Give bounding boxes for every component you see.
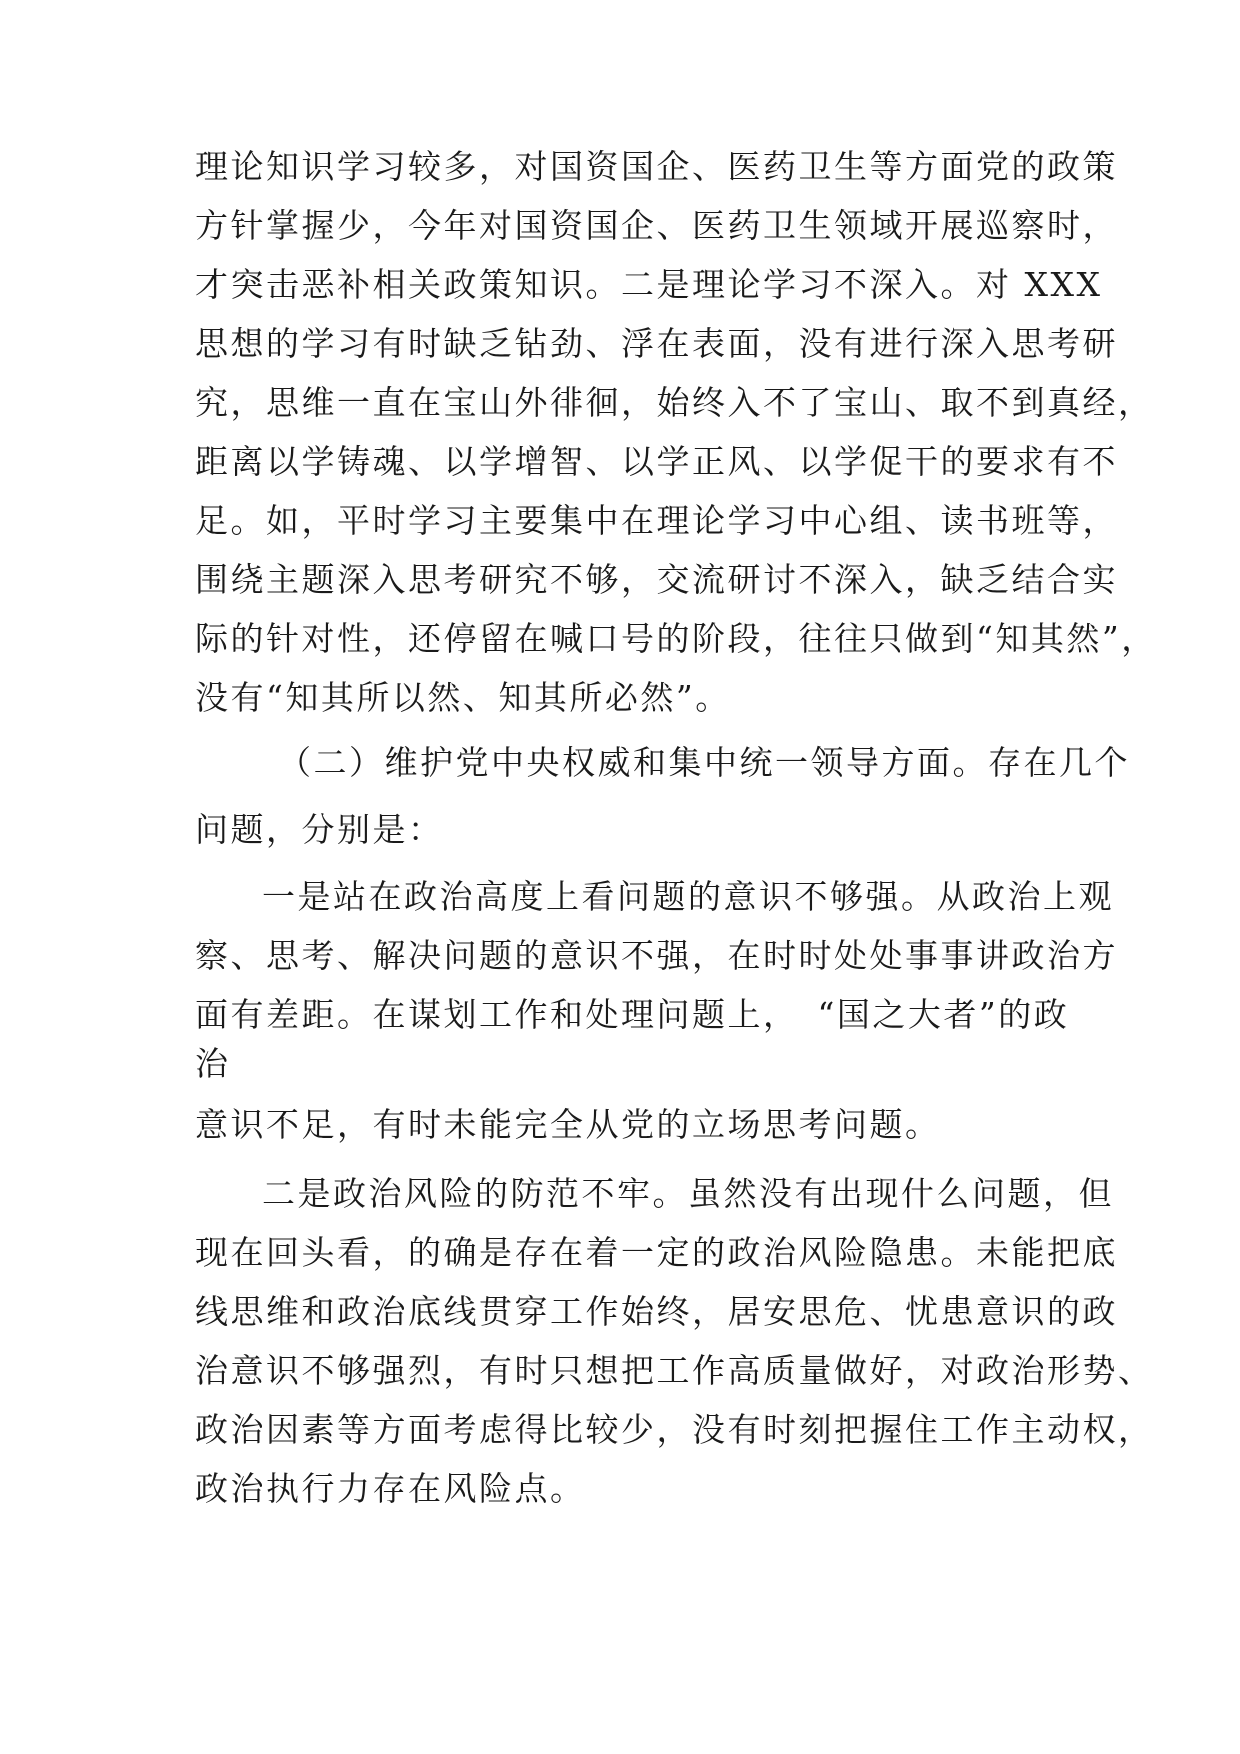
body-line: 现在回头看，的确是存在着一定的政治风险隐患。未能把底	[195, 1233, 1118, 1272]
body-line: 理论知识学习较多，对国资国企、医药卫生等方面党的政策	[195, 147, 1118, 186]
body-line: 政治执行力存在风险点。	[195, 1469, 586, 1508]
body-line: 治	[195, 1044, 231, 1083]
body-line: 才突击恶补相关政策知识。二是理论学习不深入。对 XXX	[195, 265, 1103, 304]
section-heading: （二）维护党中央权威和集中统一领导方面。存在几个	[278, 743, 1130, 782]
body-line: 距离以学铸魂、以学增智、以学正风、以学促干的要求有不	[195, 442, 1118, 481]
body-line: 究，思维一直在宝山外徘徊，始终入不了宝山、取不到真经，	[195, 383, 1154, 422]
body-line: 意识不足，有时未能完全从党的立场思考问题。	[195, 1105, 941, 1144]
body-line: 围绕主题深入思考研究不够，交流研讨不深入，缺乏结合实	[195, 560, 1118, 599]
body-line: 足。如，平时学习主要集中在理论学习中心组、读书班等，	[195, 501, 1118, 540]
paragraph-first-line: 一是站在政治高度上看问题的意识不够强。从政治上观	[262, 877, 1114, 916]
body-line: 没有“知其所以然、知其所必然”。	[195, 678, 731, 717]
paragraph-first-line: 二是政治风险的防范不牢。虽然没有出现什么问题，但	[262, 1174, 1114, 1213]
body-line: 方针掌握少，今年对国资国企、医药卫生领域开展巡察时，	[195, 206, 1118, 245]
body-line: 面有差距。在谋划工作和处理问题上， “国之大者”的政	[195, 995, 1070, 1034]
body-line: 思想的学习有时缺乏钻劲、浮在表面，没有进行深入思考研	[195, 324, 1118, 363]
body-line: 问题，分别是：	[195, 810, 444, 849]
body-line: 察、思考、解决问题的意识不强，在时时处处事事讲政治方	[195, 936, 1118, 975]
body-line: 政治因素等方面考虑得比较少，没有时刻把握住工作主动权，	[195, 1410, 1154, 1449]
body-line: 治意识不够强烈，有时只想把工作高质量做好，对政治形势、	[195, 1351, 1154, 1390]
body-line: 线思维和政治底线贯穿工作始终，居安思危、忧患意识的政	[195, 1292, 1118, 1331]
body-line: 际的针对性，还停留在喊口号的阶段，往往只做到“知其然”，	[195, 619, 1157, 658]
